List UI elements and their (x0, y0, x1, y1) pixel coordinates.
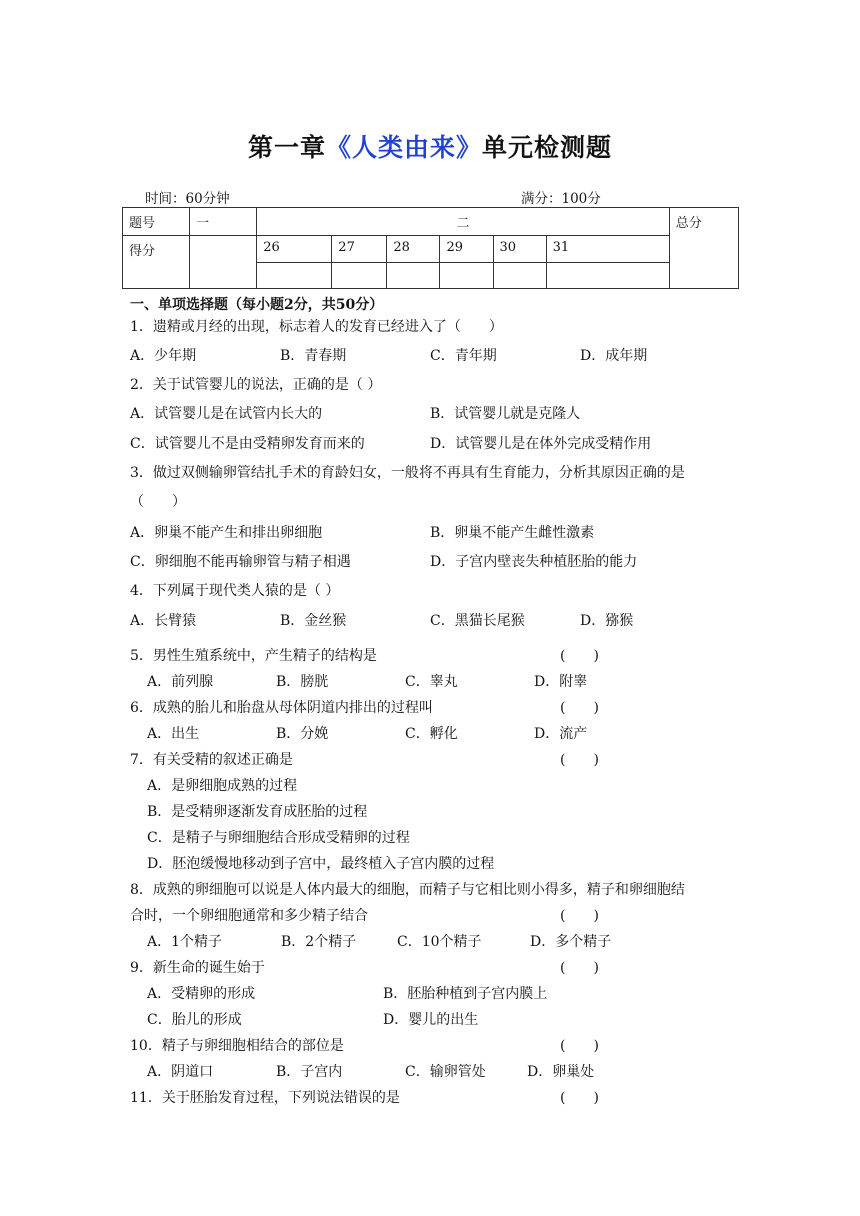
question-3-option-a[interactable]: A．卵巢不能产生和排出卵细胞 (130, 525, 323, 541)
question-4-option-c[interactable]: C．黑猫长尾猴 (430, 613, 525, 629)
title-prefix: 第一章 (247, 133, 326, 162)
question-6-option-b[interactable]: B．分娩 (276, 726, 329, 742)
col-30: 30 (493, 236, 546, 263)
question-7-option-b[interactable]: B．是受精卵逐渐发育成胚胎的过程 (147, 804, 368, 820)
question-10-option-d[interactable]: D．卵巢处 (527, 1064, 595, 1080)
question-9-answer-blank[interactable]: ( ) (560, 960, 599, 976)
title-highlight: 《人类由来》 (325, 133, 482, 162)
question-5-option-b[interactable]: B．膀胱 (276, 674, 329, 690)
col-28: 28 (387, 236, 440, 263)
question-9-stem: 9．新生命的诞生始于 (130, 960, 265, 976)
question-9-option-d[interactable]: D．婴儿的出生 (383, 1012, 479, 1028)
question-1-option-d[interactable]: D．成年期 (580, 348, 648, 364)
score-cell-29[interactable] (440, 262, 493, 289)
question-2-option-c[interactable]: C．试管婴儿不是由受精卵发育而来的 (130, 436, 365, 452)
full-score-label: 满分：100分 (521, 191, 601, 207)
score-cell-27[interactable] (332, 262, 387, 289)
question-2-option-b[interactable]: B．试管婴儿就是克隆人 (430, 406, 581, 422)
question-10-stem: 10．精子与卵细胞相结合的部位是 (130, 1038, 344, 1054)
title-suffix: 单元检测题 (482, 133, 613, 162)
header-part-two: 二 (257, 208, 670, 236)
question-1-option-b[interactable]: B．青春期 (280, 348, 347, 364)
col-27: 27 (332, 236, 387, 263)
col-29: 29 (440, 236, 493, 263)
question-8-stem-cont: 合时，一个卵细胞通常和多少精子结合 (130, 908, 368, 924)
col-26: 26 (257, 236, 332, 263)
question-8-answer-blank[interactable]: ( ) (560, 908, 599, 924)
question-9-option-c[interactable]: C．胎儿的形成 (147, 1012, 242, 1028)
question-6-answer-blank[interactable]: ( ) (560, 700, 599, 716)
question-8-option-d[interactable]: D．多个精子 (530, 934, 612, 950)
question-11-answer-blank[interactable]: ( ) (560, 1090, 599, 1106)
question-5-answer-blank[interactable]: ( ) (560, 648, 599, 664)
question-2-option-d[interactable]: D．试管婴儿是在体外完成受精作用 (430, 436, 652, 452)
question-6-stem: 6．成熟的胎儿和胎盘从母体阴道内排出的过程叫 (130, 700, 433, 716)
score-cell-26[interactable] (257, 262, 332, 289)
question-9-option-a[interactable]: A．受精卵的形成 (147, 986, 256, 1002)
question-4-option-d[interactable]: D．猕猴 (580, 613, 634, 629)
header-total: 总分 (669, 208, 738, 289)
question-11-stem: 11．关于胚胎发育过程，下列说法错误的是 (130, 1090, 400, 1106)
question-2-option-a[interactable]: A．试管婴儿是在试管内长大的 (130, 406, 323, 422)
score-cell-part-one[interactable] (190, 236, 257, 289)
question-4-stem: 4．下列属于现代类人猿的是（ ） (130, 583, 340, 599)
question-6-option-c[interactable]: C．孵化 (405, 726, 458, 742)
question-6-option-d[interactable]: D．流产 (534, 726, 588, 742)
question-10-option-c[interactable]: C．输卵管处 (405, 1064, 486, 1080)
row-score-label: 得分 (123, 236, 190, 289)
question-5-option-a[interactable]: A．前列腺 (147, 674, 214, 690)
question-10-answer-blank[interactable]: ( ) (560, 1038, 599, 1054)
question-10-option-a[interactable]: A．阴道口 (147, 1064, 214, 1080)
question-4-option-a[interactable]: A．长臂猿 (130, 613, 197, 629)
question-9-option-b[interactable]: B．胚胎种植到子宫内膜上 (383, 986, 548, 1002)
question-7-answer-blank[interactable]: ( ) (560, 752, 599, 768)
section-heading: 一、单项选择题（每小题2分，共50分） (130, 297, 384, 313)
question-3-stem: 3．做过双侧输卵管结扎手术的育龄妇女，一般将不再具有生育能力，分析其原因正确的是 (130, 465, 685, 481)
question-10-option-b[interactable]: B．子宫内 (276, 1064, 343, 1080)
question-7-option-a[interactable]: A．是卵细胞成熟的过程 (147, 778, 298, 794)
question-8-option-a[interactable]: A．1个精子 (147, 934, 223, 950)
score-cell-31[interactable] (546, 262, 669, 289)
score-cell-30[interactable] (493, 262, 546, 289)
header-question-number: 题号 (123, 208, 190, 236)
question-3-option-d[interactable]: D．子宫内壁丧失种植胚胎的能力 (430, 554, 638, 570)
question-7-stem: 7．有关受精的叙述正确是 (130, 752, 293, 768)
header-part-one: 一 (190, 208, 257, 236)
score-table (122, 207, 739, 289)
question-6-option-a[interactable]: A．出生 (147, 726, 200, 742)
time-label: 时间：60分钟 (145, 191, 230, 207)
question-1-option-c[interactable]: C．青年期 (430, 348, 497, 364)
question-5-option-d[interactable]: D．附睾 (534, 674, 588, 690)
score-cell-28[interactable] (387, 262, 440, 289)
question-1-option-a[interactable]: A．少年期 (130, 348, 197, 364)
question-8-stem: 8．成熟的卵细胞可以说是人体内最大的细胞，而精子与它相比则小得多，精子和卵细胞结 (130, 882, 685, 898)
question-5-option-c[interactable]: C．睾丸 (405, 674, 458, 690)
question-5-stem: 5．男性生殖系统中，产生精子的结构是 (130, 648, 377, 664)
col-31: 31 (546, 236, 669, 263)
question-8-option-c[interactable]: C．10个精子 (397, 934, 482, 950)
question-4-option-b[interactable]: B．金丝猴 (280, 613, 347, 629)
question-3-option-b[interactable]: B．卵巢不能产生雌性激素 (430, 525, 595, 541)
question-7-option-d[interactable]: D．胚泡缓慢地移动到子宫中，最终植入子宫内膜的过程 (147, 856, 495, 872)
question-2-stem: 2．关于试管婴儿的说法，正确的是（ ） (130, 377, 382, 393)
question-3-stem-cont: （ ） (130, 494, 186, 510)
question-8-option-b[interactable]: B．2个精子 (281, 934, 357, 950)
question-3-option-c[interactable]: C．卵细胞不能再输卵管与精子相遇 (130, 554, 351, 570)
page-title (0, 128, 860, 164)
question-7-option-c[interactable]: C．是精子与卵细胞结合形成受精卵的过程 (147, 830, 410, 846)
question-1-stem: 1．遗精或月经的出现，标志着人的发育已经进入了（ ） (130, 319, 503, 335)
